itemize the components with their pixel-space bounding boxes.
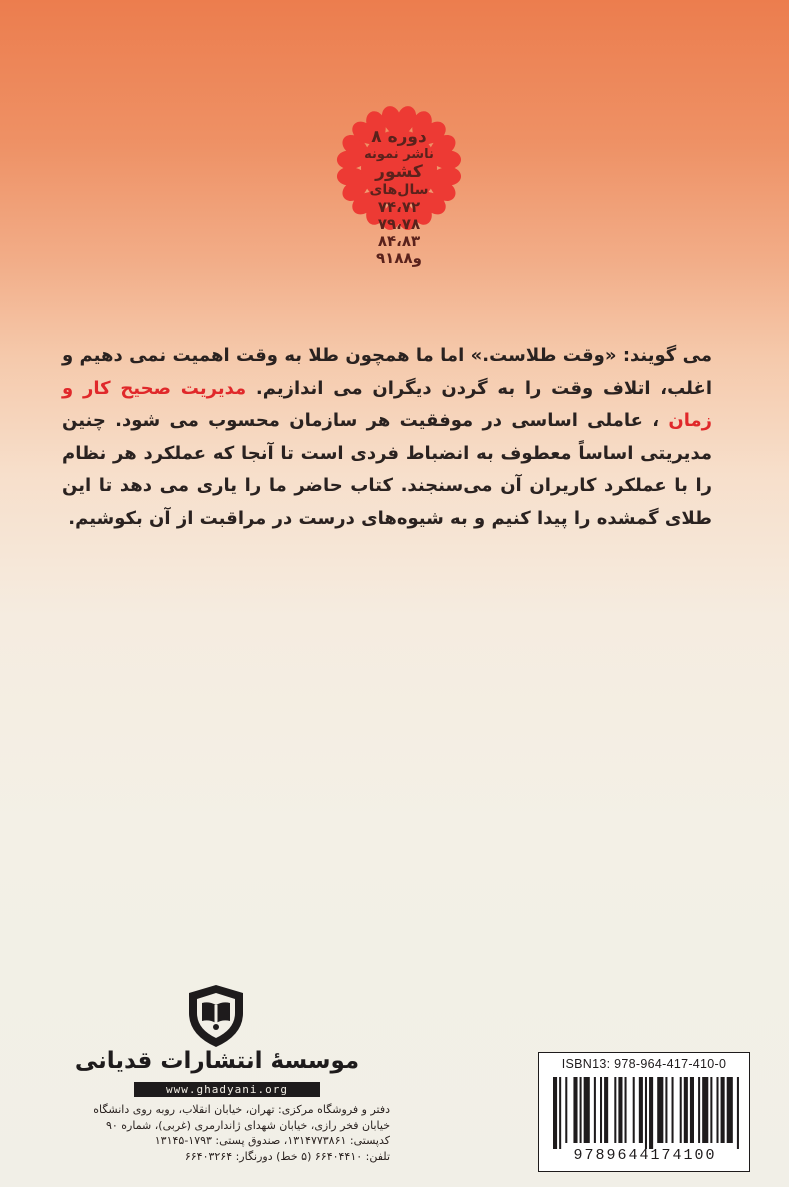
barcode-bar: [680, 1077, 682, 1143]
barcode-bar: [716, 1077, 718, 1143]
badge-line-1: ۸ دوره: [371, 127, 427, 147]
barcode-bar: [618, 1077, 622, 1143]
barcode-bar: [600, 1077, 602, 1143]
publisher-logo-icon: [185, 983, 247, 1049]
barcode-bar: [698, 1077, 700, 1143]
barcode-bar: [727, 1077, 733, 1143]
address-line-1: دفتر و فروشگاه مرکزی: تهران، خیابان انقلاب، روبه روی دانشگاه: [93, 1103, 390, 1116]
blurb-highlight: مدیریت صحیح کار و زمان: [62, 377, 712, 431]
barcode-bar: [672, 1077, 674, 1143]
publisher-address: [40, 1102, 390, 1164]
barcode-bar: [553, 1077, 557, 1149]
badge-year-2: ۷۹،۷۸: [377, 215, 421, 233]
barcode-bar: [604, 1077, 608, 1143]
publisher-website: www.ghadyani.org: [134, 1082, 320, 1097]
address-line-2: خیابان فخر رازی، خیابان شهدای ژاندارمری (غربی)، شماره ۹۰: [105, 1118, 390, 1132]
address-line-4: تلفن: ۶۶۴۰۴۴۱۰ (۵ خط) دورنگار: ۶۶۴۰۳۲۶۴: [184, 1149, 390, 1163]
badge-year-4: ۹۱و۸۸: [376, 249, 422, 267]
barcode-bar: [614, 1077, 616, 1143]
badge-year-3: ۸۴،۸۳: [377, 232, 421, 250]
barcode-bar: [645, 1077, 647, 1149]
barcode-bar: [665, 1077, 667, 1143]
barcode-bar: [702, 1077, 708, 1143]
barcode-bar: [625, 1077, 627, 1143]
blurb-text-part-2: ، عاملی اساسی در موفقیت هر سازمان محسوب می شود. چنین مدیریتی اساساً معطوف به انضباط فردی است تا آنجا که عملکرد هر نظام را با عملکرد کاریران آن می‌سنجند. کتاب حاضر ما را یاری می دهد تا این طلای گمشده را پیدا کنیم و به شیوه‌های درست در مراقبت از آن بکوشیم.: [62, 410, 712, 529]
barcode-bar: [594, 1077, 596, 1143]
blurb-text-part-1: می گویند: «وقت طلاست.» اما ما همچون طلا به وقت اهمیت نمی دهیم و اغلب، اتلاف وقت را به گردن دیگران می اندازیم.: [62, 345, 712, 399]
barcode-icon: [553, 1077, 741, 1149]
barcode-bar: [580, 1077, 582, 1143]
barcode-bar: [584, 1077, 590, 1143]
barcode-bar: [565, 1077, 567, 1143]
badge-year-1: ۷۴،۷۲: [377, 198, 421, 216]
barcode-bar: [633, 1077, 635, 1143]
barcode-bar: [710, 1077, 712, 1143]
barcode-bar: [737, 1077, 739, 1149]
barcode-bar: [684, 1077, 688, 1143]
barcode-bar: [690, 1077, 694, 1143]
barcode-digits: 9789644174100: [573, 1147, 717, 1164]
badge-line-3: کشور: [375, 162, 423, 182]
award-badge: [316, 70, 482, 285]
barcode-bar: [573, 1077, 577, 1143]
isbn-label: ISBN13: 978-964-417-410-0: [561, 1057, 727, 1071]
badge-line-2: ناشر نمونه: [364, 147, 434, 162]
barcode-bar: [649, 1077, 653, 1149]
award-badge-text: [316, 128, 482, 267]
back-cover-blurb: [62, 340, 712, 535]
publisher-name: موسسهٔ انتشارات قدیانی: [74, 1048, 360, 1074]
barcode-bar: [657, 1077, 663, 1143]
address-line-3: کدپستی: ۱۳۱۴۷۷۳۸۶۱، صندوق پستی: ۱۷۹۳-۱۳۱۴۵: [154, 1134, 390, 1147]
badge-line-4: سال‌های: [369, 182, 429, 198]
barcode-bar: [639, 1077, 643, 1143]
barcode-bar: [721, 1077, 725, 1143]
barcode-bar: [559, 1077, 561, 1149]
isbn-barcode-box: [538, 1052, 750, 1172]
